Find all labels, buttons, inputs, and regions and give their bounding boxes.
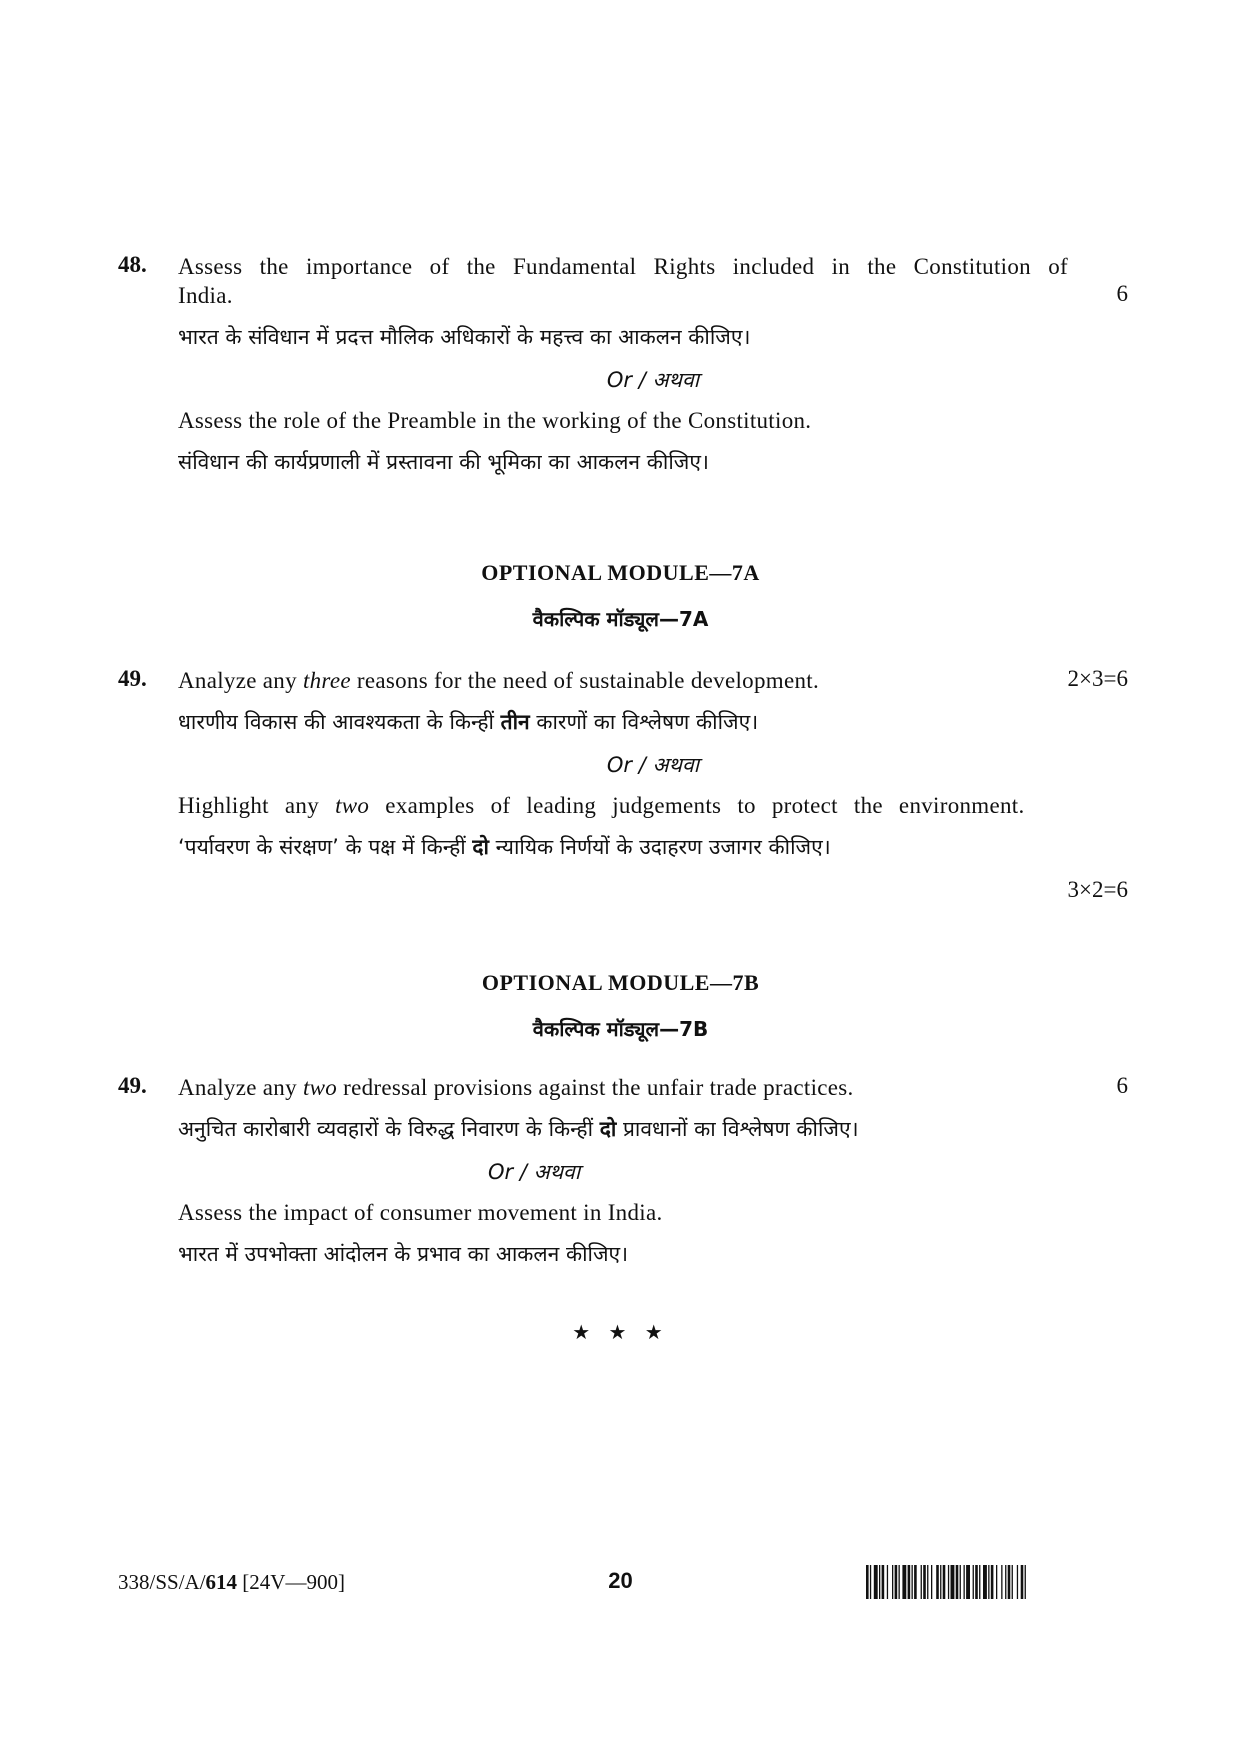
- question-marks: 2×3=6: [1067, 666, 1128, 691]
- or-separator: Or / अथवा: [606, 753, 700, 777]
- or-separator: Or / अथवा: [606, 368, 700, 392]
- question-49-7b: [118, 1073, 1128, 1269]
- alternative-marks: 3×2=6: [1067, 877, 1128, 902]
- question-48: [118, 252, 1128, 477]
- or-separator: Or / अथवा: [488, 1160, 581, 1184]
- module-7a-heading-en: OPTIONAL MODULE—7A: [481, 560, 760, 585]
- question-text-hi: अनुचित कारोबारी व्यवहारों के विरुद्ध निवारण के किन्हीं दो प्रावधानों का विश्लेषण कीजिए।: [178, 1117, 859, 1141]
- barcode-image: [866, 1565, 1128, 1599]
- question-number: 49.: [118, 1073, 147, 1098]
- module-7a-heading-hi: वैकल्पिक मॉड्यूल—7A: [532, 607, 709, 631]
- module-7b-heading-hi: वैकल्पिक मॉड्यूल—7B: [532, 1017, 709, 1041]
- question-marks: 6: [1116, 1073, 1128, 1098]
- alternative-text-en: Highlight any two examples of leading judgements to protect the environment.: [178, 793, 1025, 818]
- question-text-hi: भारत के संविधान में प्रदत्त मौलिक अधिकारों के महत्त्व का आकलन कीजिए।: [178, 325, 751, 349]
- alternative-text-en: Assess the impact of consumer movement in India.: [178, 1200, 663, 1225]
- question-number: 48.: [118, 252, 147, 277]
- paper-code: 338/SS/A/614 [24V—900]: [118, 1570, 345, 1594]
- question-number: 49.: [118, 666, 147, 691]
- module-7b-heading-en: OPTIONAL MODULE—7B: [481, 970, 760, 995]
- question-marks: 6: [1116, 281, 1128, 306]
- alternative-text-en: Assess the role of the Preamble in the working of the Constitution.: [178, 408, 812, 433]
- question-text-en: Analyze any two redressal provisions against the unfair trade practices.: [178, 1075, 854, 1100]
- alternative-text-hi: संविधान की कार्यप्रणाली में प्रस्तावना की भूमिका का आकलन कीजिए।: [178, 450, 709, 474]
- question-text-en: Assess the importance of the Fundamental Rights included in the Constitution of India.: [178, 254, 1068, 308]
- question-text-hi: धारणीय विकास की आवश्यकता के किन्हीं तीन कारणों का विश्लेषण कीजिए।: [178, 710, 759, 734]
- question-text-en: Analyze any three reasons for the need of sustainable development.: [178, 668, 820, 693]
- alternative-text-hi: ‘पर्यावरण के संरक्षण’ के पक्ष में किन्हीं दो न्यायिक निर्णयों के उदाहरण उजागर कीजिए।: [178, 835, 831, 859]
- alternative-text-hi: भारत में उपभोक्ता आंदोलन के प्रभाव का आकलन कीजिए।: [178, 1242, 629, 1266]
- end-of-paper-stars: ★ ★ ★: [572, 1320, 669, 1344]
- question-49-7a: [118, 666, 1128, 902]
- page-number: 20: [608, 1568, 633, 1593]
